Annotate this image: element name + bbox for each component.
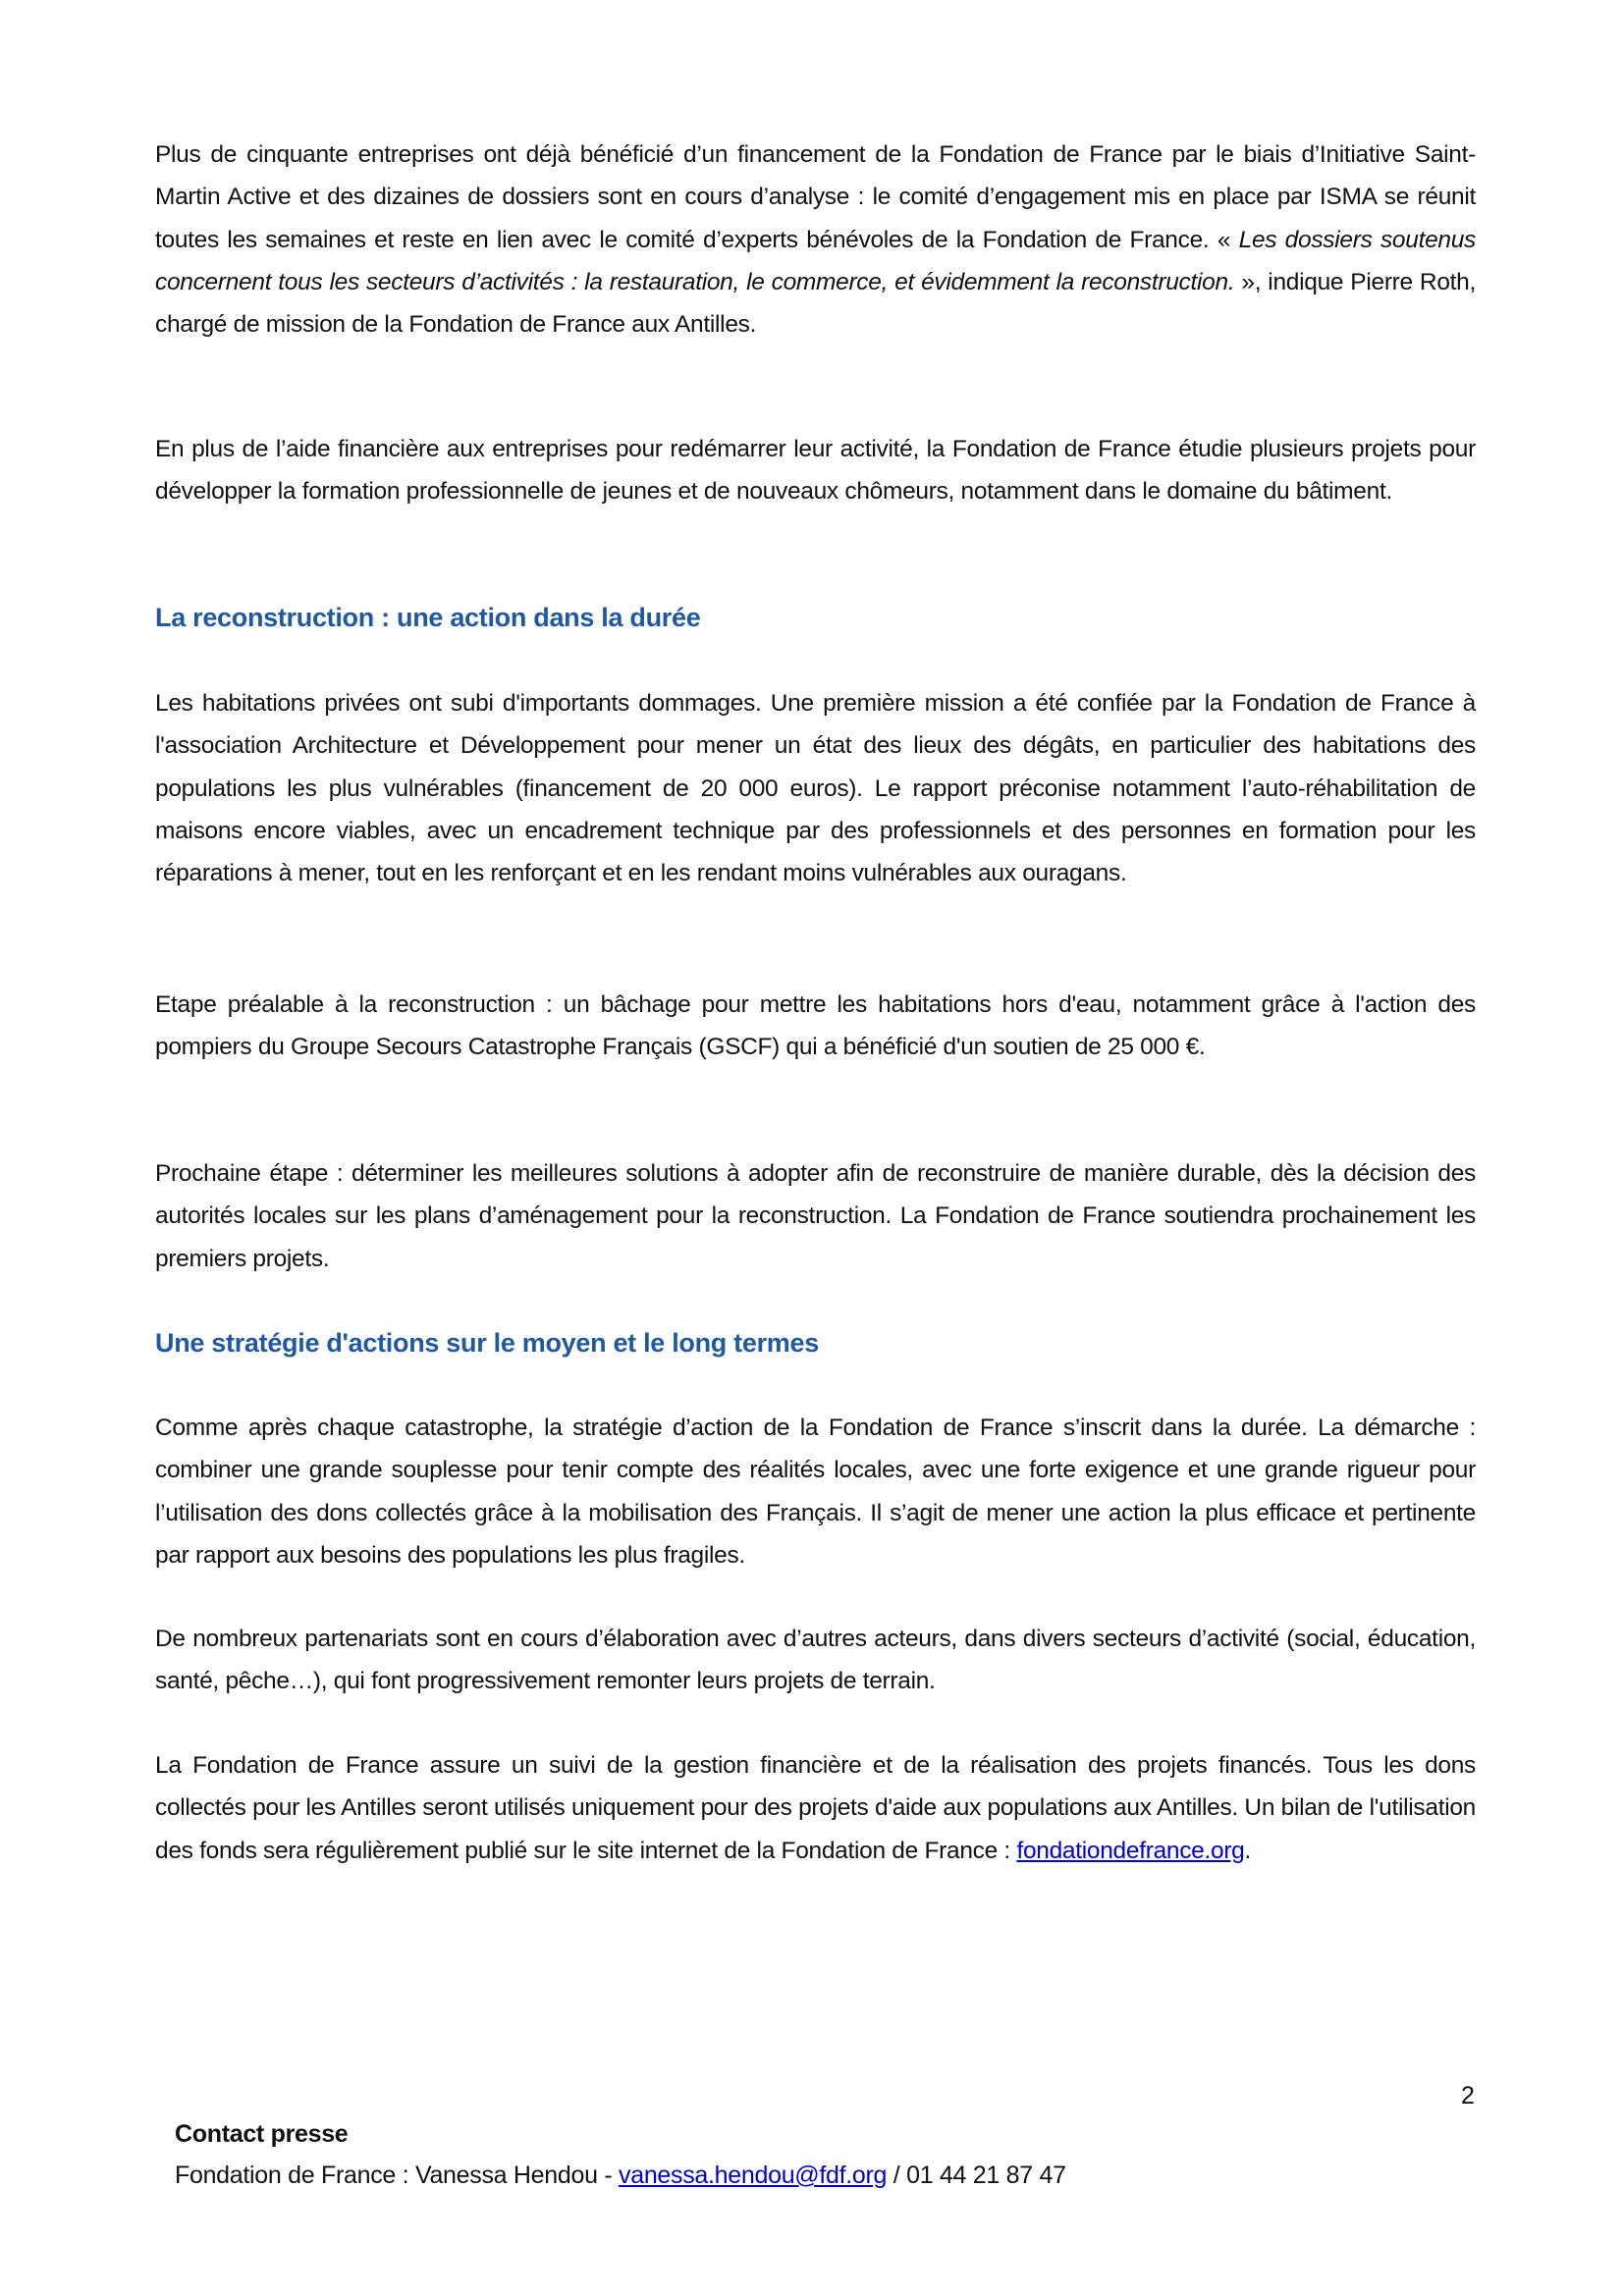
contact-email-link[interactable]: vanessa.hendou@fdf.org [619,2162,888,2189]
page-number: 2 [1461,2082,1475,2109]
paragraph-text: Plus de cinquante entreprises ont déjà bénéficié d’un financement de la Fondation de France par le biais d’Initiative Saint-Martin Active et des dizaines de dossiers sont en cours d’analyse : le comité d’engagement mis en place par ISMA se réunit toutes les semaines et reste en lien avec le comité d’experts bénévoles de la Fondation de France. « [155,141,1476,253]
contact-name: Fondation de France : Vanessa Hendou - [175,2162,620,2189]
paragraph-text: », indique Pierre Roth, chargé de mission de la Fondation de France aux Antilles. [155,268,1476,339]
section-heading-strategy: Une stratégie d'actions sur le moyen et le long termes [155,1328,819,1358]
paragraph-partnerships: De nombreux partenariats sont en cours d’élaboration avec d’autres acteurs, dans divers secteurs d’activité (social, éducation, santé, pêche…), qui font progressivement remonter leurs projets de terrain. [155,1626,1476,1695]
contact-phone: / 01 44 21 87 47 [887,2162,1066,2189]
paragraph-text: La Fondation de France assure un suivi de la gestion financière et de la réalisation des projets financés. Tous les dons collectés pour les Antilles seront utilisés uniquement pour des projets d'aide aux populations aux Antilles. Un bilan de l'utilisation des fonds sera régulièrement publié sur le site internet de la Fondation de France : [155,1752,1476,1864]
paragraph-next-step: Prochaine étape : déterminer les meilleures solutions à adopter afin de reconstruire de manière durable, dès la décision des autorités locales sur les plans d’aménagement pour la reconstruction. La Fondation de France soutiendra prochainement les premiers projets. [155,1160,1476,1272]
paragraph-tarping: Etape préalable à la reconstruction : un bâchage pour mettre les habitations hors d'eau, notamment grâce à l'action des pompiers du Groupe Secours Catastrophe Français (GSCF) qui a bénéficié d'un soutien de 25 000 €. [155,991,1476,1061]
paragraph-businesses-financing [155,133,1476,346]
paragraph-private-housing: Les habitations privées ont subi d'importants dommages. Une première mission a été confiée par la Fondation de France à l'association Architecture et Développement pour mener un état des lieux des dégâts, en particulier des habitations des populations les plus vulnérables (financement de 20 000 euros). Le rapport préconise notamment l’auto-réhabilitation de maisons encore viables, avec un encadrement technique par des professionnels et des personnes en formation pour les réparations à mener, tout en les renforçant et en les rendant moins vulnérables aux ouragans. [155,690,1476,887]
paragraph-professional-training: En plus de l’aide financière aux entreprises pour redémarrer leur activité, la Fondation de France étudie plusieurs projets pour développer la formation professionnelle de jeunes et de nouveaux chômeurs, notamment dans le domaine du bâtiment. [155,436,1476,506]
quote-text: Les dossiers soutenus concernent tous les secteurs d’activités : la restauration, le commerce, et évidemment la reconstruction. [155,226,1476,295]
contact-press-title: Contact presse [175,2120,349,2148]
section-heading-reconstruction: La reconstruction : une action dans la durée [155,603,701,632]
website-link[interactable]: fondationdefrance.org [1016,1837,1245,1864]
contact-press-line [175,2159,1066,2192]
paragraph-text: . [1244,1837,1252,1864]
paragraph-strategy: Comme après chaque catastrophe, la stratégie d’action de la Fondation de France s’inscrit dans la durée. La démarche : combiner une grande souplesse pour tenir compte des réalités locales, avec une forte exigence et une grande rigueur pour l’utilisation des dons collectés grâce à la mobilisation des Français. Il s’agit de mener une action la plus efficace et pertinente par rapport aux besoins des populations les plus fragiles. [155,1415,1476,1569]
paragraph-financial-follow-up [155,1744,1476,1872]
